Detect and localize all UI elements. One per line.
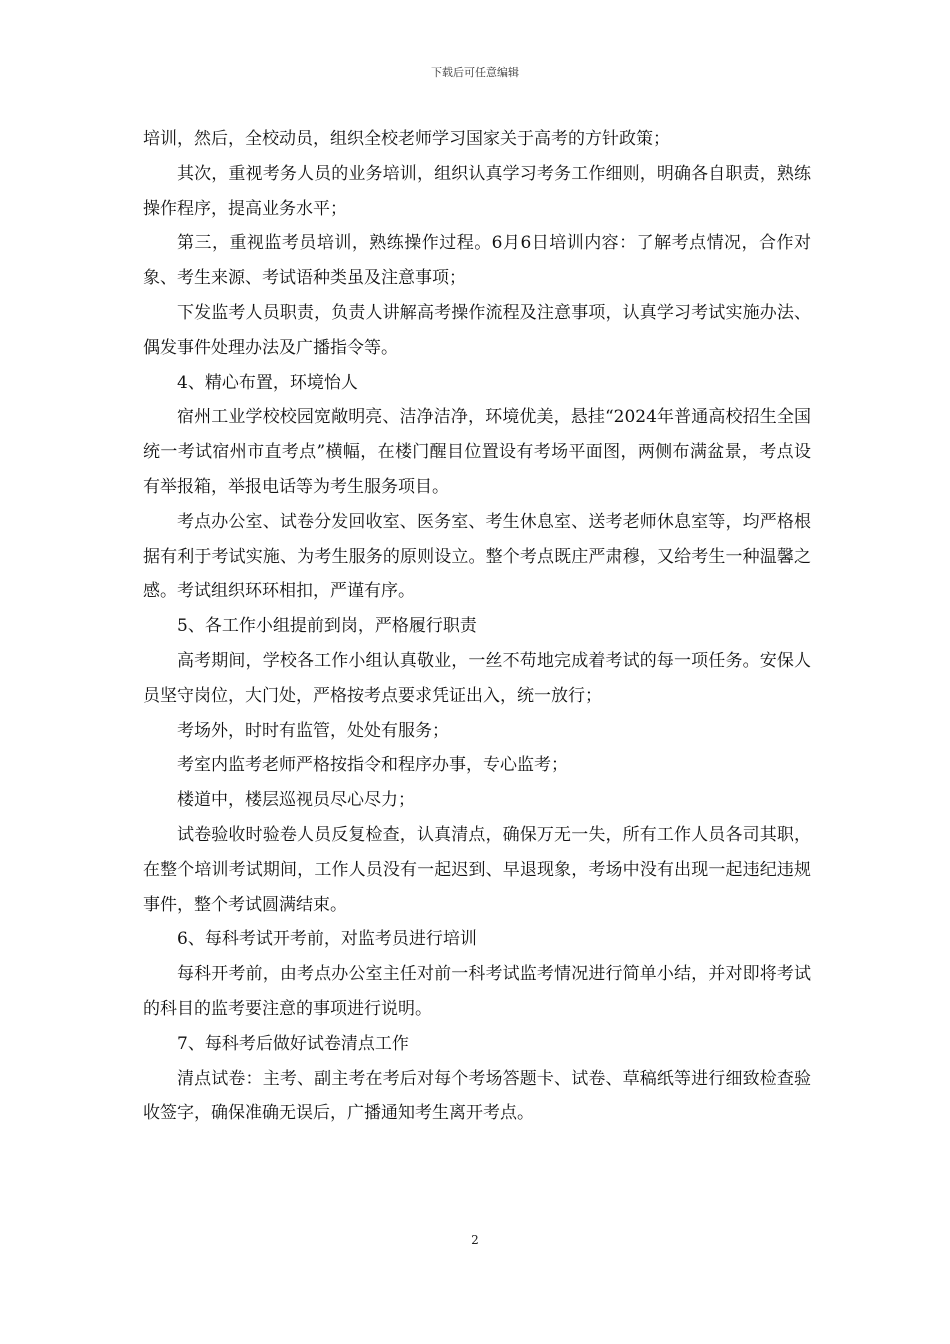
- paragraph: 清点试卷：主考、副主考在考后对每个考场答题卡、试卷、草稿纸等进行细致检查验收签字，确保准确无误后，广播通知考生离开考点。: [143, 1068, 811, 1124]
- page-number: 2: [471, 1233, 479, 1247]
- section-heading: 6、每科考试开考前，对监考员进行培训: [177, 929, 477, 950]
- paragraph: 培训，然后，全校动员，组织全校老师学习国家关于高考的方针政策；: [143, 129, 670, 149]
- paragraph: 考场外，时时有监管，处处有服务；: [177, 720, 449, 741]
- paragraph: 考点办公室、试卷分发回收室、医务室、考生休息室、送考老师休息室等，均严格根据有利于考试实施、为考生服务的原则设立。整个考点既庄严肃穆，又给考生一种温馨之感。考试组织环环相扣，严谨有序。: [143, 511, 811, 602]
- document-body: [143, 122, 811, 1131]
- paragraph: 宿州工业学校校园宽敞明亮、洁净洁净，环境优美，悬挂“2024年普通高校招生全国统一考试宿州市直考点”横幅，在楼门醒目位置设有考场平面图，两侧布满盆景，考点设有举报箱，举报电话等为考生服务项目。: [143, 407, 811, 497]
- paragraph: 其次，重视考务人员的业务培训，组织认真学习考务工作细则，明确各自职责，熟练操作程序，提高业务水平；: [143, 163, 811, 219]
- paragraph: 每科开考前，由考点办公室主任对前一科考试监考情况进行简单小结，并对即将考试的科目的监考要注意的事项进行说明。: [143, 964, 811, 1019]
- paragraph: 第三，重视监考员培训，熟练操作过程。6月6日培训内容：了解考点情况，合作对象、考生来源、考试语种类虽及注意事项；: [143, 233, 811, 289]
- section-heading: 7、每科考后做好试卷清点工作: [177, 1033, 409, 1054]
- section-heading: 5、各工作小组提前到岗，严格履行职责: [177, 616, 477, 637]
- paragraph: 考室内监考老师严格按指令和程序办事，专心监考；: [177, 755, 568, 776]
- page-header: 下载后可任意编辑: [431, 66, 519, 79]
- paragraph: 下发监考人员职责，负责人讲解高考操作流程及注意事项，认真学习考试实施办法、偶发事件处理办法及广播指令等。: [143, 302, 811, 358]
- paragraph: 楼道中，楼层巡视员尽心尽力；: [177, 790, 415, 811]
- paragraph: 试卷验收时验卷人员反复检查，认真清点，确保万无一失，所有工作人员各司其职，在整个培训考试期间，工作人员没有一起迟到、早退现象，考场中没有出现一起违纪违规事件，整个考试圆满结束。: [143, 824, 811, 915]
- paragraph: 高考期间，学校各工作小组认真敬业，一丝不苟地完成着考试的每一项任务。安保人员坚守岗位，大门处，严格按考点要求凭证出入，统一放行；: [143, 650, 811, 706]
- section-heading: 4、精心布置，环境怡人: [177, 372, 358, 393]
